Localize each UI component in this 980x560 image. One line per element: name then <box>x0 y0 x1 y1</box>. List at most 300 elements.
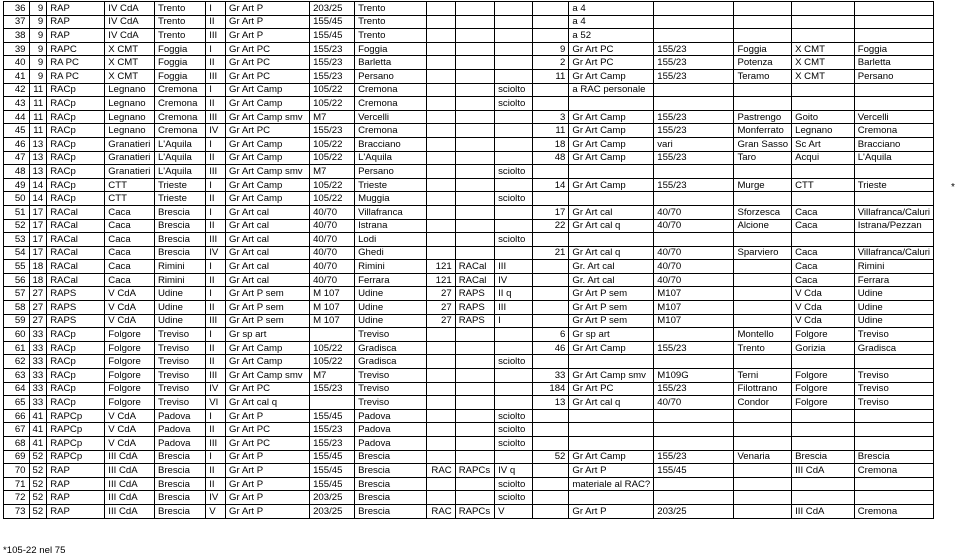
table-cell: Istrana <box>355 219 427 233</box>
table-row <box>4 137 980 151</box>
table-cell: sciolto <box>495 409 533 423</box>
table-cell: RACal <box>47 219 105 233</box>
table-cell <box>533 355 569 369</box>
table-cell <box>734 423 792 437</box>
table-cell: IV q <box>495 464 533 478</box>
table-cell: Gr Art Camp <box>569 178 654 192</box>
table-cell: 14 <box>29 192 47 206</box>
table-row <box>4 450 980 464</box>
table-cell: 40/70 <box>310 219 355 233</box>
table-cell: 155/23 <box>654 382 734 396</box>
table-cell: Gr Art Camp smv <box>226 165 310 179</box>
table-cell: RACal <box>455 273 494 287</box>
table-cell: Gr Art cal q <box>569 246 654 260</box>
table-cell: Granatieri <box>105 137 155 151</box>
table-cell: 54 <box>4 246 30 260</box>
table-cell <box>734 192 792 206</box>
table-cell: III CdA <box>105 477 155 491</box>
table-cell: RAC <box>427 504 455 518</box>
table-cell: II <box>206 355 226 369</box>
table-cell: 105/22 <box>310 341 355 355</box>
table-cell <box>427 341 455 355</box>
table-cell: Gr Art P sem <box>569 301 654 315</box>
table-cell: Foggia <box>154 69 205 83</box>
table-cell: RAPCp <box>47 423 105 437</box>
table-cell: I <box>206 42 226 56</box>
table-cell <box>569 437 654 451</box>
table-cell: V CdA <box>105 437 155 451</box>
table-cell: RACal <box>455 260 494 274</box>
table-cell: Treviso <box>854 382 933 396</box>
table-cell: Sc Art <box>792 137 855 151</box>
table-cell: 17 <box>29 233 47 247</box>
table-row <box>4 341 980 355</box>
table-cell <box>734 165 792 179</box>
table-cell <box>792 165 855 179</box>
table-cell <box>495 56 533 70</box>
table-cell: X CMT <box>792 42 855 56</box>
table-cell: III CdA <box>105 504 155 518</box>
table-cell: 40/70 <box>654 219 734 233</box>
table-cell: 37 <box>4 15 30 29</box>
table-cell <box>654 423 734 437</box>
table-cell: 155/45 <box>310 477 355 491</box>
table-cell: Folgore <box>105 396 155 410</box>
table-cell: Goito <box>792 110 855 124</box>
table-cell <box>495 137 533 151</box>
table-cell <box>455 355 494 369</box>
table-cell: III <box>206 369 226 383</box>
table-cell: IV <box>206 124 226 138</box>
table-cell: Brescia <box>355 477 427 491</box>
table-cell: Monferrato <box>734 124 792 138</box>
table-cell: 11 <box>29 97 47 111</box>
table-cell <box>792 29 855 43</box>
table-row <box>4 491 980 505</box>
table-cell: Udine <box>154 314 205 328</box>
table-cell: 155/45 <box>310 450 355 464</box>
table-cell: 105/22 <box>310 151 355 165</box>
table-cell: M109G <box>654 369 734 383</box>
table-cell: RAP <box>47 477 105 491</box>
table-cell: Legnano <box>105 110 155 124</box>
table-cell: 40/70 <box>310 273 355 287</box>
table-cell: Persano <box>355 165 427 179</box>
table-cell <box>455 491 494 505</box>
table-cell: Brescia <box>854 450 933 464</box>
table-cell: Treviso <box>154 328 205 342</box>
table-cell: 40/70 <box>310 246 355 260</box>
table-cell: RACp <box>47 165 105 179</box>
table-cell <box>455 409 494 423</box>
table-cell: Granatieri <box>105 165 155 179</box>
table-cell: Gr Art Camp <box>569 450 654 464</box>
table-cell: 6 <box>533 328 569 342</box>
table-cell: RAPS <box>455 301 494 315</box>
table-cell: Gr Art Camp <box>569 110 654 124</box>
table-cell: 33 <box>29 396 47 410</box>
table-cell <box>427 423 455 437</box>
table-row <box>4 464 980 478</box>
table-cell <box>533 83 569 97</box>
table-cell <box>792 83 855 97</box>
table-cell: Folgore <box>105 382 155 396</box>
table-cell: Trieste <box>355 178 427 192</box>
table-cell: RACp <box>47 97 105 111</box>
table-cell: I <box>206 83 226 97</box>
table-cell: Gr Art P sem <box>569 287 654 301</box>
table-cell: CTT <box>792 178 855 192</box>
table-cell <box>427 69 455 83</box>
table-cell: Gr Art P <box>226 450 310 464</box>
table-cell: 155/45 <box>310 464 355 478</box>
table-cell: 27 <box>427 314 455 328</box>
table-cell: 56 <box>4 273 30 287</box>
table-cell: 70 <box>4 464 30 478</box>
table-cell: 50 <box>4 192 30 206</box>
table-cell: sciolto <box>495 491 533 505</box>
table-cell: Padova <box>355 409 427 423</box>
table-cell: RAPS <box>47 301 105 315</box>
table-cell: Padova <box>154 409 205 423</box>
table-row <box>4 97 980 111</box>
table-cell: Treviso <box>355 369 427 383</box>
table-cell <box>734 504 792 518</box>
table-cell: sciolto <box>495 437 533 451</box>
table-cell <box>455 97 494 111</box>
table-cell: RAC <box>427 464 455 478</box>
table-row <box>4 124 980 138</box>
table-row <box>4 15 980 29</box>
table-cell <box>455 369 494 383</box>
table-cell: III <box>206 29 226 43</box>
table-cell: 57 <box>4 287 30 301</box>
table-cell: sciolto <box>495 477 533 491</box>
table-cell: 39 <box>4 42 30 56</box>
table-cell: Udine <box>154 301 205 315</box>
table-cell: III CdA <box>792 504 855 518</box>
table-cell <box>427 491 455 505</box>
table-cell: 11 <box>29 110 47 124</box>
table-cell: 18 <box>29 260 47 274</box>
table-cell: Cremona <box>154 83 205 97</box>
table-cell: 105/22 <box>310 178 355 192</box>
table-row <box>4 382 980 396</box>
table-cell: sciolto <box>495 233 533 247</box>
table-cell: V Cda <box>792 301 855 315</box>
table-cell: 63 <box>4 369 30 383</box>
table-cell: Gorizia <box>792 341 855 355</box>
table-cell <box>455 233 494 247</box>
table-cell: RA PC <box>47 69 105 83</box>
table-cell <box>854 491 933 505</box>
table-cell: Treviso <box>154 369 205 383</box>
table-cell <box>854 423 933 437</box>
table-cell: I <box>206 287 226 301</box>
table-cell: M7 <box>310 110 355 124</box>
table-cell: 48 <box>533 151 569 165</box>
table-cell: Gr Art Camp <box>226 97 310 111</box>
table-cell: Terni <box>734 369 792 383</box>
table-cell <box>427 110 455 124</box>
table-cell: a RAC personale <box>569 83 654 97</box>
table-cell: Trento <box>154 15 205 29</box>
table-cell: Gr Art Camp <box>569 124 654 138</box>
table-cell: Udine <box>355 301 427 315</box>
table-cell: 58 <box>4 301 30 315</box>
table-cell: RAPCp <box>47 450 105 464</box>
table-cell <box>427 396 455 410</box>
table-cell: Gr. Art cal <box>569 260 654 274</box>
table-cell: Treviso <box>154 355 205 369</box>
table-cell <box>854 165 933 179</box>
table-cell: Gr Art cal <box>226 219 310 233</box>
table-cell <box>654 233 734 247</box>
table-cell: Padova <box>355 437 427 451</box>
table-cell: M 107 <box>310 287 355 301</box>
table-cell <box>455 137 494 151</box>
table-cell: Folgore <box>792 369 855 383</box>
table-cell <box>854 29 933 43</box>
table-cell: 33 <box>29 355 47 369</box>
table-cell <box>495 110 533 124</box>
table-cell: Gradisca <box>355 355 427 369</box>
table-cell: Cremona <box>154 97 205 111</box>
table-cell: Gr Art PC <box>226 42 310 56</box>
table-cell: Foggia <box>154 56 205 70</box>
table-cell: Brescia <box>355 491 427 505</box>
table-cell: Folgore <box>105 341 155 355</box>
table-cell <box>854 192 933 206</box>
table-row <box>4 69 980 83</box>
table-cell: Gr Art Camp <box>226 178 310 192</box>
table-cell: Caca <box>105 205 155 219</box>
table-cell <box>569 409 654 423</box>
table-cell: 14 <box>533 178 569 192</box>
table-cell: 13 <box>29 151 47 165</box>
table-cell <box>495 15 533 29</box>
table-cell: 40/70 <box>310 205 355 219</box>
table-cell: 17 <box>29 205 47 219</box>
table-cell: 27 <box>29 301 47 315</box>
table-cell: M7 <box>310 165 355 179</box>
table-cell <box>455 56 494 70</box>
table-cell: 46 <box>4 137 30 151</box>
table-cell: X CMT <box>792 69 855 83</box>
table-cell <box>533 273 569 287</box>
table-cell <box>427 205 455 219</box>
table-cell: IV CdA <box>105 15 155 29</box>
table-cell: Udine <box>154 287 205 301</box>
table-cell: Trento <box>355 2 427 16</box>
table-cell: 36 <box>4 2 30 16</box>
table-row <box>4 273 980 287</box>
table-cell: materiale al RAC? <box>569 477 654 491</box>
table-row <box>4 369 980 383</box>
table-cell: 155/23 <box>654 69 734 83</box>
table-cell: Sforzesca <box>734 205 792 219</box>
table-row <box>4 246 980 260</box>
table-cell: 155/45 <box>310 15 355 29</box>
table-cell: Gr Art P <box>226 15 310 29</box>
table-cell <box>654 477 734 491</box>
table-cell: I <box>206 2 226 16</box>
table-cell: 41 <box>29 409 47 423</box>
table-cell: Gr Art P sem <box>226 314 310 328</box>
table-cell <box>734 83 792 97</box>
table-cell <box>854 437 933 451</box>
table-cell <box>495 382 533 396</box>
table-cell: 52 <box>29 450 47 464</box>
table-cell: 27 <box>29 314 47 328</box>
table-cell: CTT <box>105 192 155 206</box>
table-cell <box>734 15 792 29</box>
table-cell <box>734 29 792 43</box>
table-cell: Granatieri <box>105 151 155 165</box>
table-cell <box>734 409 792 423</box>
table-cell <box>654 15 734 29</box>
table-cell: Cremona <box>854 464 933 478</box>
table-cell <box>569 233 654 247</box>
table-cell: Brescia <box>154 233 205 247</box>
table-cell: Udine <box>854 301 933 315</box>
table-row <box>4 219 980 233</box>
table-cell <box>734 355 792 369</box>
table-cell: Sparviero <box>734 246 792 260</box>
table-cell: 155/23 <box>310 423 355 437</box>
table-cell: III <box>206 314 226 328</box>
table-cell <box>734 97 792 111</box>
table-cell <box>495 369 533 383</box>
table-cell: 40/70 <box>310 233 355 247</box>
table-cell: CTT <box>105 178 155 192</box>
table-cell: M 107 <box>310 301 355 315</box>
table-cell: I <box>206 328 226 342</box>
table-cell <box>455 165 494 179</box>
table-cell: Caca <box>105 219 155 233</box>
table-cell <box>792 233 855 247</box>
table-cell: Bracciano <box>854 137 933 151</box>
table-row <box>4 504 980 518</box>
table-cell: sciolto <box>495 355 533 369</box>
table-cell: Folgore <box>105 355 155 369</box>
table-cell <box>734 2 792 16</box>
table-cell <box>533 97 569 111</box>
table-cell <box>427 151 455 165</box>
table-cell: Cremona <box>355 83 427 97</box>
table-cell: vari <box>654 137 734 151</box>
table-cell: V CdA <box>105 409 155 423</box>
table-cell: Gr Art P sem <box>226 287 310 301</box>
table-cell: 105/22 <box>310 192 355 206</box>
table-cell <box>854 2 933 16</box>
table-cell: IV <box>495 273 533 287</box>
table-cell: 33 <box>29 328 47 342</box>
table-cell <box>569 97 654 111</box>
table-cell <box>427 124 455 138</box>
table-cell: 40/70 <box>654 260 734 274</box>
table-cell: RAP <box>47 29 105 43</box>
table-cell: Foggia <box>734 42 792 56</box>
table-row <box>4 314 980 328</box>
table-cell <box>569 192 654 206</box>
table-cell <box>455 178 494 192</box>
table-cell <box>495 450 533 464</box>
table-cell <box>495 246 533 260</box>
table-cell: Caca <box>792 246 855 260</box>
table-cell <box>533 477 569 491</box>
table-cell: Gr Art PC <box>569 42 654 56</box>
table-cell <box>654 83 734 97</box>
table-row <box>4 178 980 192</box>
table-cell <box>427 382 455 396</box>
table-cell <box>495 328 533 342</box>
table-cell: Gr Art cal q <box>569 219 654 233</box>
table-cell: RACp <box>47 110 105 124</box>
table-cell <box>533 437 569 451</box>
table-cell: 155/45 <box>310 409 355 423</box>
table-cell <box>455 151 494 165</box>
table-cell: RAPS <box>47 287 105 301</box>
table-cell: sciolto <box>495 97 533 111</box>
table-cell: Brescia <box>154 450 205 464</box>
table-cell: 155/23 <box>654 341 734 355</box>
table-row <box>4 328 980 342</box>
table-cell: II <box>206 301 226 315</box>
table-cell: Barletta <box>854 56 933 70</box>
table-cell: V CdA <box>105 301 155 315</box>
table-cell: Gr Art P <box>569 504 654 518</box>
table-cell <box>455 83 494 97</box>
table-cell <box>427 437 455 451</box>
table-cell: 155/23 <box>654 178 734 192</box>
table-cell: Gr Art Camp <box>226 341 310 355</box>
table-cell: Trento <box>355 29 427 43</box>
table-cell: 52 <box>29 491 47 505</box>
table-cell <box>734 314 792 328</box>
table-cell: Gr Art P <box>226 2 310 16</box>
table-cell: X CMT <box>792 56 855 70</box>
table-cell <box>455 124 494 138</box>
table-cell: RACp <box>47 178 105 192</box>
table-cell: 9 <box>533 42 569 56</box>
table-cell: RAP <box>47 2 105 16</box>
table-cell <box>310 396 355 410</box>
table-cell <box>854 233 933 247</box>
table-cell: 61 <box>4 341 30 355</box>
table-cell: 155/23 <box>310 42 355 56</box>
table-cell: Gradisca <box>854 341 933 355</box>
table-cell: Gr Art P <box>226 29 310 43</box>
table-cell: 40/70 <box>310 260 355 274</box>
table-cell: 62 <box>4 355 30 369</box>
table-cell: Gr Art P sem <box>569 314 654 328</box>
table-cell: Gr Art cal <box>569 205 654 219</box>
table-cell: M7 <box>310 369 355 383</box>
table-cell: Gr Art Camp smv <box>569 369 654 383</box>
table-cell: X CMT <box>105 56 155 70</box>
table-cell: Gr Art PC <box>226 382 310 396</box>
table-cell: 40 <box>4 56 30 70</box>
table-cell: Ferrara <box>355 273 427 287</box>
table-cell <box>654 409 734 423</box>
table-row <box>4 477 980 491</box>
table-cell: 48 <box>4 165 30 179</box>
table-cell <box>455 396 494 410</box>
table-cell <box>495 178 533 192</box>
table-cell: Gr Art PC <box>569 56 654 70</box>
table-cell: Persano <box>355 69 427 83</box>
